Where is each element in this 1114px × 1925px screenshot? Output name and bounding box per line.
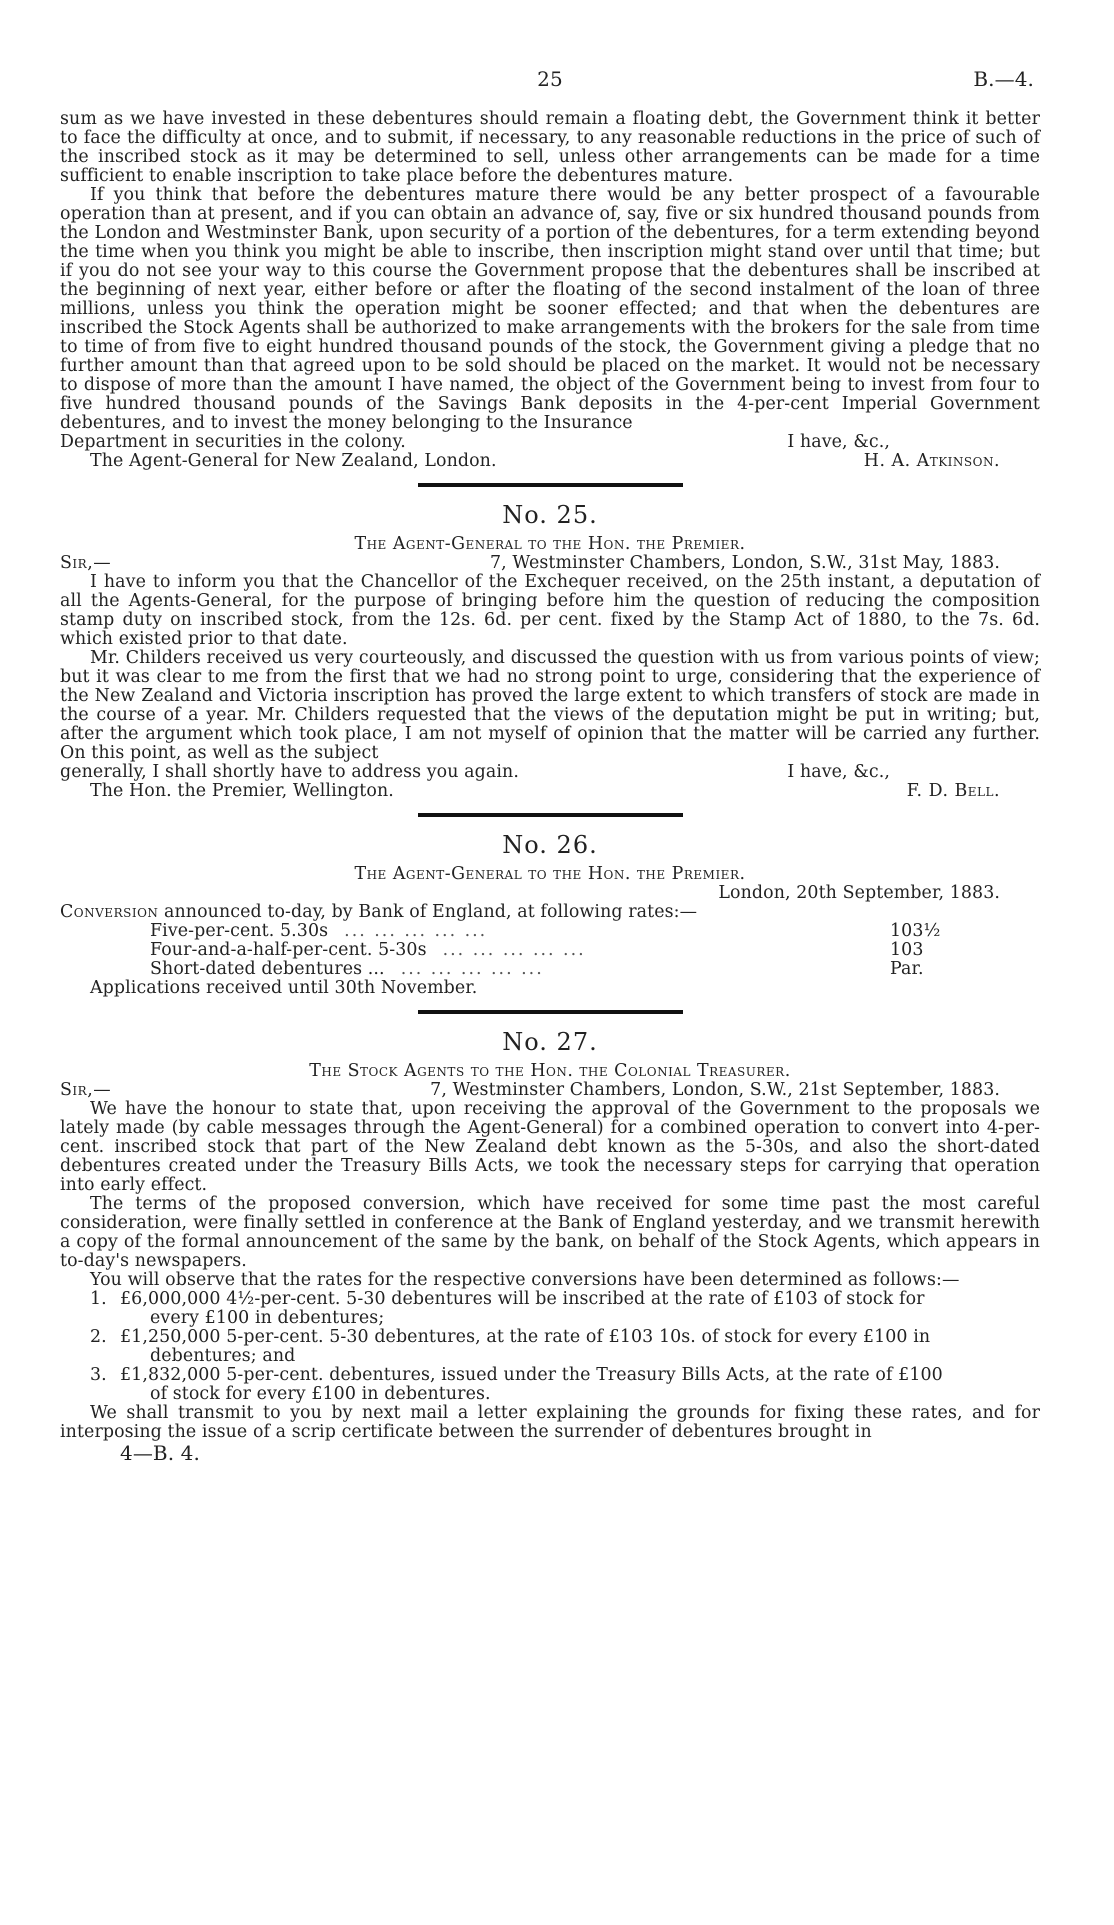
closing-line	[60, 763, 1040, 782]
signature-mark: 4—B. 4.	[120, 1441, 200, 1465]
section-heading: No. 25.	[502, 501, 598, 529]
salutation: Sir,—	[60, 1080, 112, 1100]
letter-address: 7, Westminster Chambers, London, S.W., 31st May, 1883.	[490, 553, 1000, 573]
from-to-line: The Agent-General to the Hon. the Premier.	[354, 864, 746, 884]
signature-line	[60, 782, 1040, 801]
document-code: B.—4.	[973, 67, 1034, 91]
section-divider	[418, 813, 683, 817]
telegram-intro: announced to-day, by Bank of England, at following rates:—	[158, 902, 698, 922]
letter-address: 7, Westminster Chambers, London, S.W., 21st September, 1883.	[430, 1080, 1000, 1100]
rate-label: Five-per-cent. 5.30s	[150, 921, 329, 941]
paragraph: Applications received until 30th November.	[90, 978, 478, 998]
letter-address: London, 20th September, 1883.	[718, 883, 1000, 903]
paragraph: You will observe that the rates for the respective conversions have been determined as follows:—	[90, 1270, 960, 1290]
list-text: £1,832,000 5-per-cent. debentures, issued under the Treasury Bills Acts, at the rate of £100	[120, 1365, 943, 1385]
rate-value: 103½	[890, 921, 941, 941]
list-text-continuation: debentures; and	[150, 1346, 296, 1366]
rate-row	[150, 960, 950, 979]
list-item	[90, 1366, 1040, 1404]
paragraph: If you think that before the debentures mature there would be any better prospect of a favourable operation than at present, and if you can obtain an advance of, say, five or six hundred thousand pounds from the London and Westminster Bank, upon security of a portion of the debentures, for a term extending beyond the time when you think you might be able to inscribe, then inscription might stand over until that time; but if you do not see your way to this course the Government propose that the debentures shall be inscribed at the beginning of next year, either before or after the floating of the second instalment of the loan of three millions, unless you think the operation might be sooner effected; and that when the debentures are inscribed the Stock Agents shall be authorized to make arrangements with the brokers for the sale from time to time of from five to eight hundred thousand pounds of the stock, the Government giving a pledge that no further amount than that agreed upon to be sold should be placed on the market. It would not be necessary to dispose of more than the amount I have named, the object of the Government being to invest from four to five hundred thousand pounds of the Savings Bank deposits in the 4-per-cent Imperial Government debentures, and to invest the money belonging to the Insurance	[60, 185, 1040, 433]
rate-value: Par.	[890, 959, 924, 979]
addressee: The Agent-General for New Zealand, London.	[90, 451, 497, 471]
salutation-row	[60, 1081, 1040, 1100]
signature: H. A. Atkinson.	[863, 451, 1000, 471]
closing: I have, &c.,	[787, 762, 890, 782]
from-to-line: The Stock Agents to the Hon. the Colonial Treasurer.	[309, 1061, 791, 1081]
closing: I have, &c.,	[787, 432, 890, 452]
rate-value: 103	[890, 940, 924, 960]
rate-label: Short-dated debentures ...	[150, 959, 385, 979]
leader-dots: ... ... ... ... ...	[344, 922, 488, 941]
paragraph: The terms of the proposed conversion, which have received for some time past the most careful consideration, were finally settled in conference at the Bank of England yesterday, and we transmit herewith a copy of the formal announcement of the same by the bank, on behalf of the Stock Agents, which appears in to-day's newspapers.	[60, 1194, 1040, 1271]
list-text-continuation: every £100 in debentures;	[150, 1308, 385, 1328]
list-item	[90, 1328, 1040, 1366]
rate-label: Four-and-a-half-per-cent. 5-30s	[150, 940, 427, 960]
telegram-text	[60, 903, 1040, 922]
paragraph: We shall transmit to you by next mail a letter explaining the grounds for fixing these rates, and for interposing the issue of a scrip certificate between the surrender of debentures brought in	[60, 1403, 1040, 1442]
telegram-keyword: Conversion	[60, 902, 159, 922]
closing-line	[60, 433, 1040, 452]
section-heading: No. 27.	[502, 1028, 598, 1056]
rates-table	[150, 922, 950, 979]
document-page	[60, 67, 1040, 1465]
list-text-continuation: of stock for every £100 in debentures.	[150, 1384, 491, 1404]
signature-line	[60, 452, 1040, 471]
leader-dots: ... ... ... ... ...	[442, 941, 586, 960]
paragraph-last-line: generally, I shall shortly have to address you again.	[60, 762, 519, 782]
list-number: 1.	[90, 1289, 107, 1309]
list-text: £6,000,000 4½-per-cent. 5-30 debentures will be inscribed at the rate of £103 of stock for	[120, 1289, 925, 1309]
list-number: 3.	[90, 1365, 107, 1385]
salutation: Sir,—	[60, 553, 112, 573]
salutation-row	[60, 554, 1040, 573]
list-number: 2.	[90, 1327, 107, 1347]
page-header	[60, 67, 1040, 110]
paragraph-last-line: Department in securities in the colony.	[60, 432, 406, 452]
numbered-list	[90, 1290, 1040, 1404]
paragraph: Mr. Childers received us very courteously, and discussed the question with us from various points of view; but it was clear to me from the first that we had no strong point to urge, considering that the experience of the New Zealand and Victoria inscription has proved the large extent to which transfers of stock are made in the course of a year. Mr. Childers requested that the views of the deputation might be put in writing; but, after the argument which took place, I am not myself of opinion that the matter will be carried any further. On this point, as well as the subject	[60, 648, 1040, 763]
paragraph: I have to inform you that the Chancellor of the Exchequer received, on the 25th instant, a deputation of all the Agents-General, for the purpose of bringing before him the question of reducing the composition stamp duty on inscribed stock, from the 12s. 6d. per cent. fixed by the Stamp Act of 1880, to the 7s. 6d. which existed prior to that date.	[60, 572, 1040, 649]
section-heading: No. 26.	[502, 831, 598, 859]
rate-row	[150, 941, 950, 960]
section-divider	[418, 483, 683, 487]
section-divider	[418, 1010, 683, 1014]
paragraph: sum as we have invested in these debentures should remain a floating debt, the Government think it better to face the difficulty at once, and to submit, if necessary, to any reasonable reductions in the price of such of the inscribed stock as it may be determined to sell, unless other arrangements can be made for a time sufficient to enable inscription to take place before the debentures mature.	[60, 109, 1040, 186]
rate-row	[150, 922, 950, 941]
list-item	[90, 1290, 1040, 1328]
paragraph: We have the honour to state that, upon receiving the approval of the Government to the proposals we lately made (by cable messages through the Agent-General) for a combined operation to convert into 4-per-cent. inscribed stock that part of the New Zealand debt known as the 5-30s, and also the short-dated debentures created under the Treasury Bills Acts, we took the necessary steps for carrying that operation into early effect.	[60, 1099, 1040, 1195]
signature: F. D. Bell.	[906, 781, 1000, 801]
leader-dots: ... ... ... ... ...	[400, 960, 544, 979]
from-to-line: The Agent-General to the Hon. the Premier.	[354, 534, 746, 554]
addressee: The Hon. the Premier, Wellington.	[90, 781, 394, 801]
page-number: 25	[537, 67, 563, 91]
list-text: £1,250,000 5-per-cent. 5-30 debentures, at the rate of £103 10s. of stock for every £100 in	[120, 1327, 931, 1347]
